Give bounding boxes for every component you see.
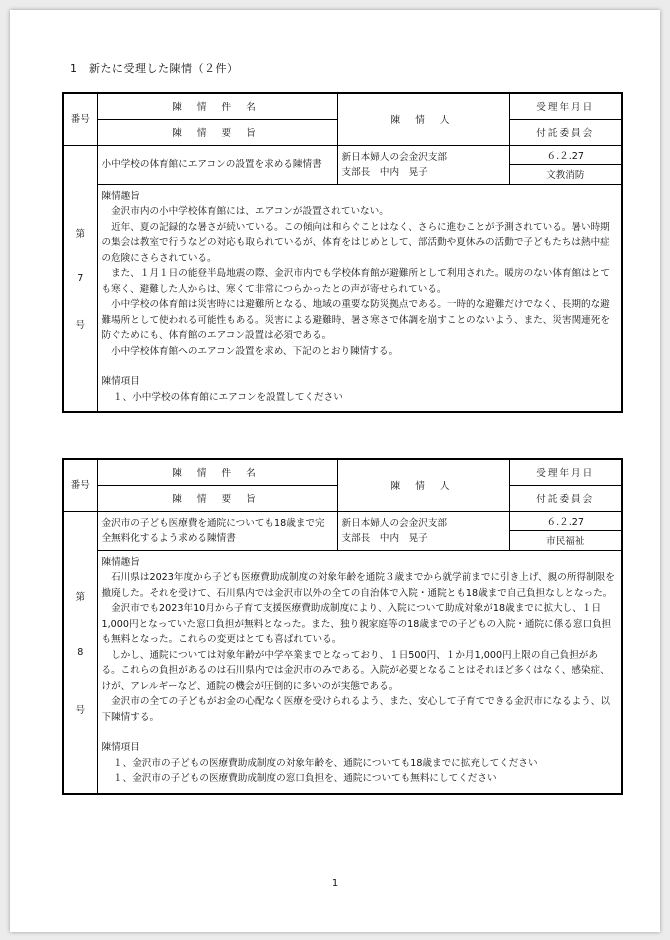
- petition-table-7: [62, 92, 623, 413]
- petitioner-name: 新日本婦人の会金沢支部 支部長 中内 晃子: [337, 511, 509, 550]
- summary-paragraph: 小中学校体育館へのエアコン設置を求め、下記のとおり陳情する。: [111, 345, 399, 357]
- committee-name: 文教消防: [509, 165, 622, 185]
- summary-paragraph: また、１月１日の能登半島地震の際、金沢市内でも学校体育館が避難所として利用された。暖房のない体育館はとても寒く、避難した人からは、寒くて非常につらかったとの声が寄せられている。: [101, 268, 610, 295]
- items-title: 陳情項目: [101, 742, 140, 753]
- items-title: 陳情項目: [101, 376, 140, 387]
- header-received-date: 受理年月日: [509, 93, 622, 119]
- petition-summary: [97, 550, 622, 794]
- header-number: 番号: [63, 459, 97, 511]
- petition-subject: 小中学校の体育館にエアコンの設置を求める陳情書: [97, 145, 337, 184]
- summary-paragraph: 小中学校の体育館は災害時には避難所となる、地域の重要な防災拠点である。一時的な避難だけでなく、長期的な避難場所として使われる可能性もある。災害による避難時、暑さ寒さで体調を崩すことのないよう、また、災害関連死を防ぐためにも、体育館のエアコン設置は必須である。: [101, 299, 610, 341]
- petition-number: 第 7 号: [63, 145, 97, 412]
- summary-paragraph: 金沢市の全ての子どもがお金の心配なく医療を受けられるよう、また、安心して子育てできる金沢市になるよう、以下陳情する。: [101, 696, 610, 723]
- header-received-date: 受理年月日: [509, 459, 622, 485]
- summary-paragraph: 石川県は2023年度から子ども医療費助成制度の対象年齢を通院３歳までから就学前までに引き上げ、親の所得制限を撤廃した。それを受けて、石川県内では金沢市以外の全ての自治体で入院・通院とも18歳まで自己負担なしとなった。: [101, 572, 615, 599]
- petitioner-name: 新日本婦人の会金沢支部 支部長 中内 晃子: [337, 145, 509, 184]
- summary-paragraph: 金沢市でも2023年10月から子育て支援医療費助成制度により、入院について助成対象が18歳までに拡大し、１日1,000円となっていた窓口負担が無料となった。また、独り親家庭等の18歳までの子どもの入院・通院に係る窓口負担も無料となった。これらの変更はとても喜ばれている。: [101, 603, 612, 645]
- header-summary: 陳 情 要 旨: [97, 119, 337, 145]
- petition-subject: 金沢市の子ども医療費を通院についても18歳まで完全無料化するよう求める陳情書: [97, 511, 337, 550]
- header-subject: 陳 情 件 名: [97, 93, 337, 119]
- petition-summary: [97, 184, 622, 412]
- petition-item: １、金沢市の子どもの医療費助成制度の窓口負担を、通院についても無料にしてください: [113, 773, 497, 784]
- petition-item: １、金沢市の子どもの医療費助成制度の対象年齢を、通院についても18歳までに拡充してください: [113, 757, 538, 769]
- received-date: ６.２.27: [509, 511, 622, 531]
- page-number: 1: [331, 878, 339, 889]
- header-number: 番号: [63, 93, 97, 145]
- committee-name: 市民福祉: [509, 531, 622, 551]
- petition-table-8: [62, 458, 623, 795]
- received-date: ６.２.27: [509, 145, 622, 165]
- petition-number: 第 8 号: [63, 511, 97, 794]
- section-heading: 1 新たに受理した陳情（２件）: [70, 62, 239, 75]
- header-summary: 陳 情 要 旨: [97, 485, 337, 511]
- header-petitioner: 陳 情 人: [337, 459, 509, 511]
- header-committee: 付託委員会: [509, 485, 622, 511]
- header-petitioner: 陳 情 人: [337, 93, 509, 145]
- document-page: [10, 10, 660, 932]
- header-committee: 付託委員会: [509, 119, 622, 145]
- summary-paragraph: 金沢市内の小中学校体育館には、エアコンが設置されていない。: [111, 206, 389, 217]
- summary-paragraph: 近年、夏の記録的な暑さが続いている。この傾向は和らぐことはなく、さらに進むことが予測されている。暑い時期の集会は教室で行うなどの対応も取られているが、体育をはじめとして、部活動や夏休みの活動で子どもたちは熱中症の危険にさらされている。: [101, 221, 610, 264]
- summary-title: 陳情趣旨: [101, 556, 140, 568]
- header-subject: 陳 情 件 名: [97, 459, 337, 485]
- petition-item: １、小中学校の体育館にエアコンを設置してください: [113, 391, 343, 403]
- summary-title: 陳情趣旨: [101, 190, 140, 202]
- summary-paragraph: しかし、通院については対象年齢が中学卒業までとなっており、１日500円、１か月1,000円上限の自己負担がある。これらの負担があるのは石川県内では金沢市のみである。入院が必要となることはそれほど多くはなく、感染症、けが、アレルギーなど、通院の機会が圧倒的に多いのが実態である。: [101, 649, 610, 692]
